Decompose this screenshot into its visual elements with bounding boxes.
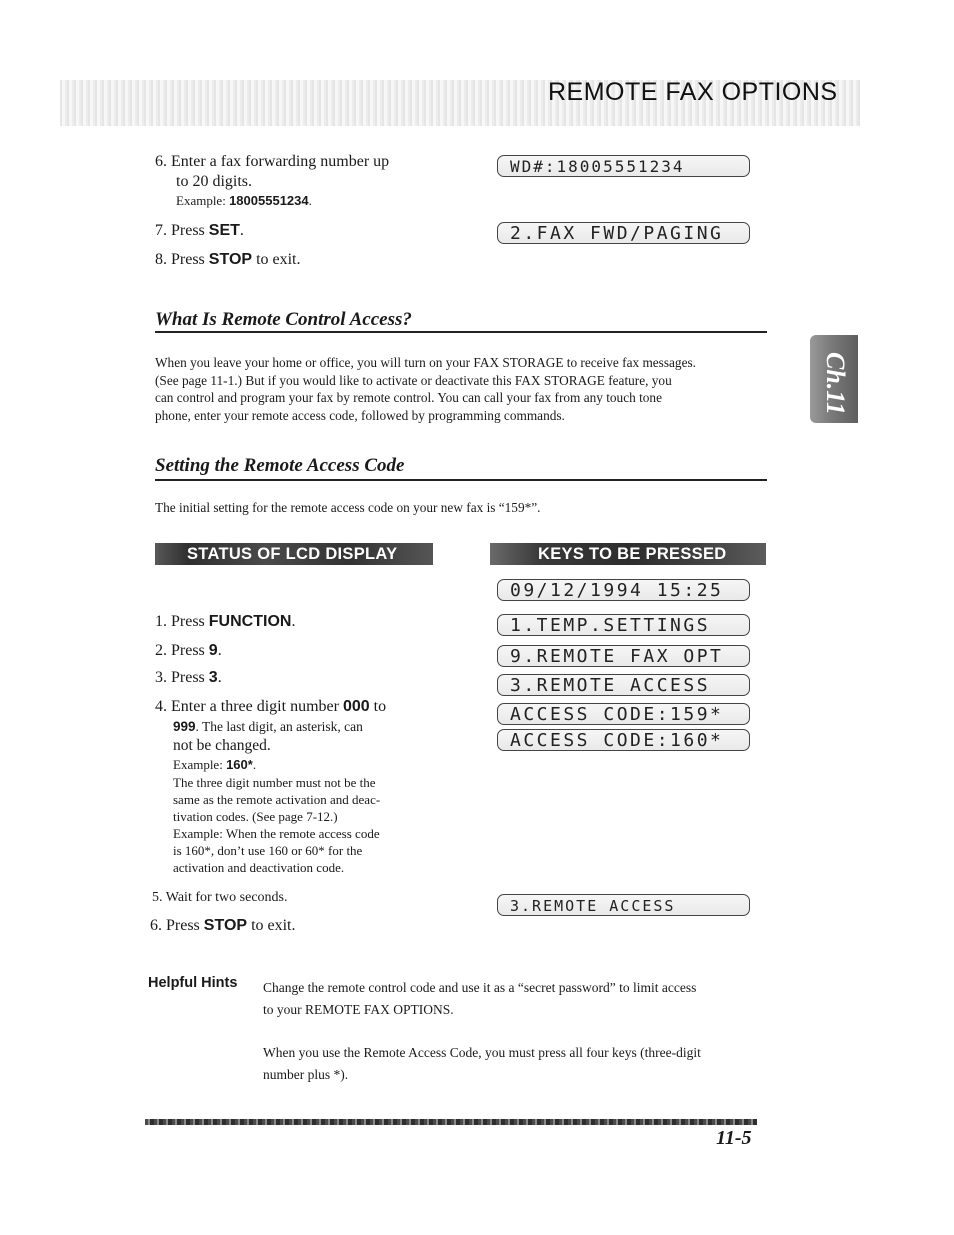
step-4-notes xyxy=(173,774,380,876)
paragraph-line: phone, enter your remote access code, followed by programming commands. xyxy=(155,407,565,423)
section-rule xyxy=(155,479,767,481)
key-name: 000 xyxy=(342,698,370,715)
helpful-hints-label: Helpful Hints xyxy=(148,975,238,991)
section-title-remote-access-code: Setting the Remote Access Code xyxy=(155,455,405,476)
step-text: Press xyxy=(171,642,209,659)
step-5 xyxy=(152,889,287,906)
page-header-title: REMOTE FAX OPTIONS xyxy=(548,78,838,106)
example-prefix: Example: xyxy=(173,757,227,772)
step-number: 6. xyxy=(150,917,162,934)
hint-line: to your REMOTE FAX OPTIONS. xyxy=(263,1002,454,1017)
step-suffix: to exit. xyxy=(252,251,301,268)
step-suffix: . xyxy=(291,613,296,630)
step-4 xyxy=(155,697,386,717)
lcd-display-remote-access-final: 3.REMOTE ACCESS xyxy=(497,894,750,916)
page-number: 11-5 xyxy=(716,1127,752,1149)
paragraph-line: can control and program your fax by remote control. You can call your fax from any touch tone xyxy=(155,390,662,405)
note-line: same as the remote activation and deac- xyxy=(173,792,381,807)
note-line: tivation codes. (See page 7-12.) xyxy=(173,809,338,824)
step-suffix: to xyxy=(369,698,387,715)
step-number: 4. xyxy=(155,698,167,715)
example-suffix: . xyxy=(308,193,312,208)
step-text: Press xyxy=(171,222,209,239)
step-4-example xyxy=(173,756,256,773)
banner-lcd-status: STATUS OF LCD DISPLAY xyxy=(155,543,433,565)
step-1 xyxy=(155,612,295,632)
step-4-line2 xyxy=(173,718,363,735)
note-line: The three digit number must not be the xyxy=(173,775,376,790)
step-text: . The last digit, an asterisk, can xyxy=(195,719,363,734)
lcd-display-remote-fax-opt: 9.REMOTE FAX OPT xyxy=(497,645,750,667)
lcd-display-datetime: 09/12/1994 15:25 xyxy=(497,579,750,601)
lcd-display-remote-access: 3.REMOTE ACCESS xyxy=(497,674,750,696)
hint-line: number plus *). xyxy=(263,1067,349,1082)
key-name: STOP xyxy=(208,251,253,268)
example-suffix: . xyxy=(252,757,257,772)
lcd-display-access-code-159: ACCESS CODE:159* xyxy=(497,703,750,725)
key-name: SET xyxy=(208,222,240,239)
note-line: activation and deactivation code. xyxy=(173,860,345,875)
chapter-tab-label: Ch.11 xyxy=(821,352,850,415)
key-name: 9 xyxy=(208,642,218,659)
note-line: Example: When the remote access code xyxy=(173,826,380,841)
step-text: Enter a fax forwarding number up xyxy=(171,153,390,170)
top-step-8 xyxy=(155,250,301,270)
lcd-display-forward-number: WD#:18005551234 xyxy=(497,155,750,177)
step-number: 1. xyxy=(155,613,167,630)
remote-control-paragraph xyxy=(155,354,770,424)
step-number: 5. xyxy=(152,890,163,905)
example-value: 160* xyxy=(226,757,253,772)
hint-text-1 xyxy=(263,977,696,1021)
lcd-display-fax-fwd: 2.FAX FWD/PAGING xyxy=(497,222,750,244)
step-3 xyxy=(155,668,222,688)
note-line: is 160*, don’t use 160 or 60* for the xyxy=(173,843,363,858)
lcd-display-access-code-160: ACCESS CODE:160* xyxy=(497,729,750,751)
step-text: Press xyxy=(166,917,204,934)
hint-line: When you use the Remote Access Code, you must press all four keys (three-digit xyxy=(263,1045,701,1060)
top-step-6 xyxy=(155,152,389,172)
top-step-7 xyxy=(155,221,244,241)
top-step-6-example xyxy=(176,192,312,209)
example-value: 18005551234 xyxy=(229,193,309,208)
step-text: Press xyxy=(171,251,209,268)
banner-keys-pressed: KEYS TO BE PRESSED xyxy=(490,543,766,565)
hint-text-2 xyxy=(263,1042,701,1086)
section-title-remote-control: What Is Remote Control Access? xyxy=(155,309,412,330)
step-4-line3: not be changed. xyxy=(173,737,271,754)
section-rule xyxy=(155,331,767,333)
key-name: FUNCTION xyxy=(208,613,292,630)
paragraph-line: (See page 11-1.) But if you would like to activate or deactivate this FAX STORAGE feature, you xyxy=(155,372,672,388)
step-number: 6. xyxy=(155,153,167,170)
step-text: Press xyxy=(171,613,209,630)
key-name: STOP xyxy=(203,917,248,934)
footer-rule xyxy=(145,1119,757,1125)
initial-setting-text: The initial setting for the remote access code on your new fax is “159*”. xyxy=(155,500,541,515)
step-text: Enter a three digit number xyxy=(171,698,343,715)
step-number: 3. xyxy=(155,669,167,686)
step-number: 7. xyxy=(155,222,167,239)
step-number: 2. xyxy=(155,642,167,659)
lcd-display-temp-settings: 1.TEMP.SETTINGS xyxy=(497,614,750,636)
step-text: Wait for two seconds. xyxy=(165,890,288,905)
hint-line: Change the remote control code and use it as a “secret password” to limit access xyxy=(263,980,697,995)
step-suffix: . xyxy=(239,222,244,239)
step-2 xyxy=(155,641,222,661)
step-suffix: to exit. xyxy=(247,917,296,934)
step-suffix: . xyxy=(217,669,222,686)
step-text: Press xyxy=(171,669,209,686)
step-number: 8. xyxy=(155,251,167,268)
top-step-6-line2: to 20 digits. xyxy=(176,173,253,190)
step-suffix: . xyxy=(217,642,222,659)
key-name: 3 xyxy=(208,669,218,686)
paragraph-line: When you leave your home or office, you will turn on your FAX STORAGE to receive fax messages. xyxy=(155,355,696,370)
key-name: 999 xyxy=(173,719,196,734)
step-6 xyxy=(150,916,296,936)
example-prefix: Example: xyxy=(176,193,230,208)
